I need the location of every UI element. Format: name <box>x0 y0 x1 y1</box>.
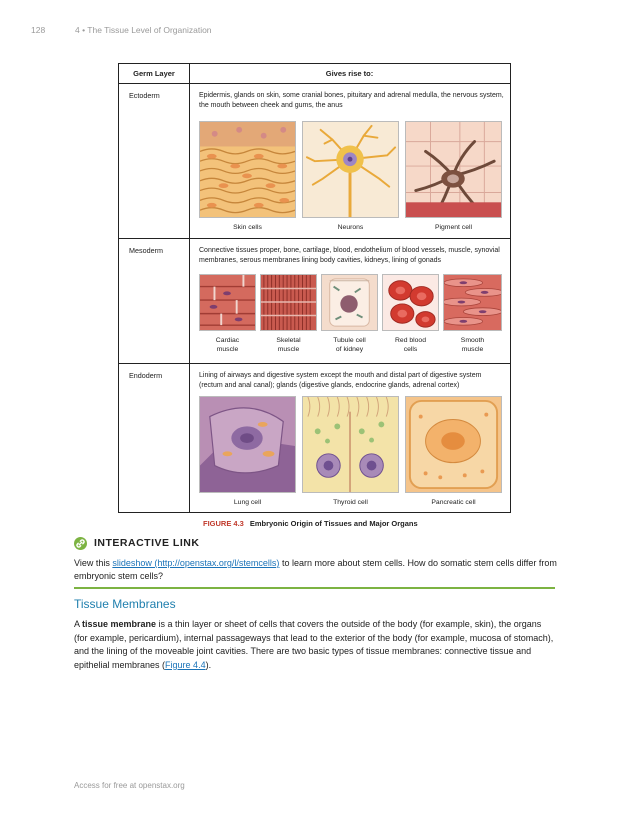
column-divider <box>189 64 190 512</box>
term-tissue-membrane: tissue membrane <box>82 619 157 629</box>
ectoderm-description: Epidermis, glands on skin, some cranial bones, pituitary and adrenal medulla, the nervous system, the mouth between cheek and gums, the anus <box>199 92 504 109</box>
cardiac-muscle-label-line1: Cardiac <box>215 337 240 344</box>
skeletal-muscle-label <box>260 337 317 354</box>
red-blood-cells-label-line2: cells <box>403 345 418 353</box>
smooth-muscle-label <box>443 337 502 354</box>
lung-cell-image <box>199 396 296 493</box>
germ-layer-mesoderm: Mesoderm <box>129 246 163 255</box>
col-header-germ-layer: Germ Layer <box>119 64 189 84</box>
thyroid-cell-image <box>302 396 399 493</box>
smooth-muscle-image <box>443 274 502 331</box>
slideshow-link[interactable]: slideshow (http://openstax.org/l/stemcells) <box>112 558 280 568</box>
figure-4-4-link[interactable]: Figure 4.4 <box>165 659 206 670</box>
kidney-tubule-label-line1: Tubule cell <box>333 337 366 344</box>
kidney-tubule-cell-image <box>321 274 378 331</box>
smooth-muscle-label-line1: Smooth <box>460 337 485 344</box>
section-title: Tissue Membranes <box>74 597 176 611</box>
red-blood-cells-label <box>382 337 439 354</box>
lung-cell-label: Lung cell <box>233 499 262 506</box>
section-divider <box>74 587 555 589</box>
germ-layer-table <box>118 63 511 513</box>
interactive-link-body <box>74 557 560 583</box>
pancreatic-cell-image <box>405 396 502 493</box>
kidney-tubule-label <box>321 337 378 354</box>
cardiac-muscle-image <box>199 274 256 331</box>
row-divider <box>119 238 510 239</box>
chapter-title: 4 • The Tissue Level of Organization <box>75 25 212 35</box>
interactive-text-pre: View this <box>74 558 113 568</box>
mesoderm-description: Connective tissues proper, bone, cartilage, blood, endothelium of blood vessels, muscle, synovial membranes, serous membranes lining body cavities, kidneys, lining of gonads <box>199 247 500 264</box>
col-header-gives-rise: Gives rise to: <box>189 64 510 84</box>
red-blood-cells-image <box>382 274 439 331</box>
row-divider <box>119 363 510 364</box>
red-blood-cells-label-line1: Red blood <box>395 337 426 344</box>
link-icon <box>74 537 87 550</box>
body-paragraph <box>74 618 556 672</box>
interactive-link-title: INTERACTIVE LINK <box>94 537 200 549</box>
germ-layer-ectoderm: Ectoderm <box>129 91 160 100</box>
thyroid-cell-label: Thyroid cell <box>333 499 368 506</box>
cardiac-muscle-label-line2: muscle <box>216 345 239 353</box>
paragraph-text-c: ). <box>205 659 212 670</box>
neurons-label: Neurons <box>337 224 364 231</box>
germ-layer-endoderm: Endoderm <box>129 371 163 380</box>
interactive-text-post: to learn more about stem cells. How do somatic stem cells differ from embryonic stem cells? <box>74 558 557 581</box>
neurons-image <box>302 121 399 218</box>
page-footer: Access for free at openstax.org <box>74 781 185 790</box>
skin-cells-label: Skin cells <box>233 224 262 231</box>
pigment-cell-image <box>405 121 502 218</box>
figure-title: Embryonic Origin of Tissues and Major Organs <box>249 519 418 528</box>
endoderm-description: Lining of airways and digestive system except the mouth and distal part of digestive system (rectum and anal canal); glands (digestive glands, endocrine glands, adrenal cortex) <box>199 372 482 389</box>
cardiac-muscle-label <box>199 337 256 354</box>
pigment-cell-label: Pigment cell <box>434 224 473 231</box>
pancreatic-cell-label: Pancreatic cell <box>431 499 476 506</box>
skeletal-muscle-label-line2: muscle <box>277 345 300 353</box>
smooth-muscle-label-line2: muscle <box>461 345 484 353</box>
paragraph-text-a: A <box>74 619 83 629</box>
skeletal-muscle-image <box>260 274 317 331</box>
kidney-tubule-label-line2: of kidney <box>335 345 364 353</box>
figure-number: FIGURE 4.3 <box>203 519 244 528</box>
paragraph-text-b: is a thin layer or sheet of cells that covers the outside of the body (for example, skin), the organs (for example, pericardium), internal passageways that lead to the exterior of the body (for example, mucosa of stomach), and the lining of the moveable joint cavities. There are two basic types of tissue membranes: connective tissue and epithelial membranes ( <box>74 619 554 670</box>
page-number: 128 <box>31 25 46 35</box>
skeletal-muscle-label-line1: Skeletal <box>276 337 301 344</box>
skin-cells-image <box>199 121 296 218</box>
figure-caption <box>203 519 418 528</box>
